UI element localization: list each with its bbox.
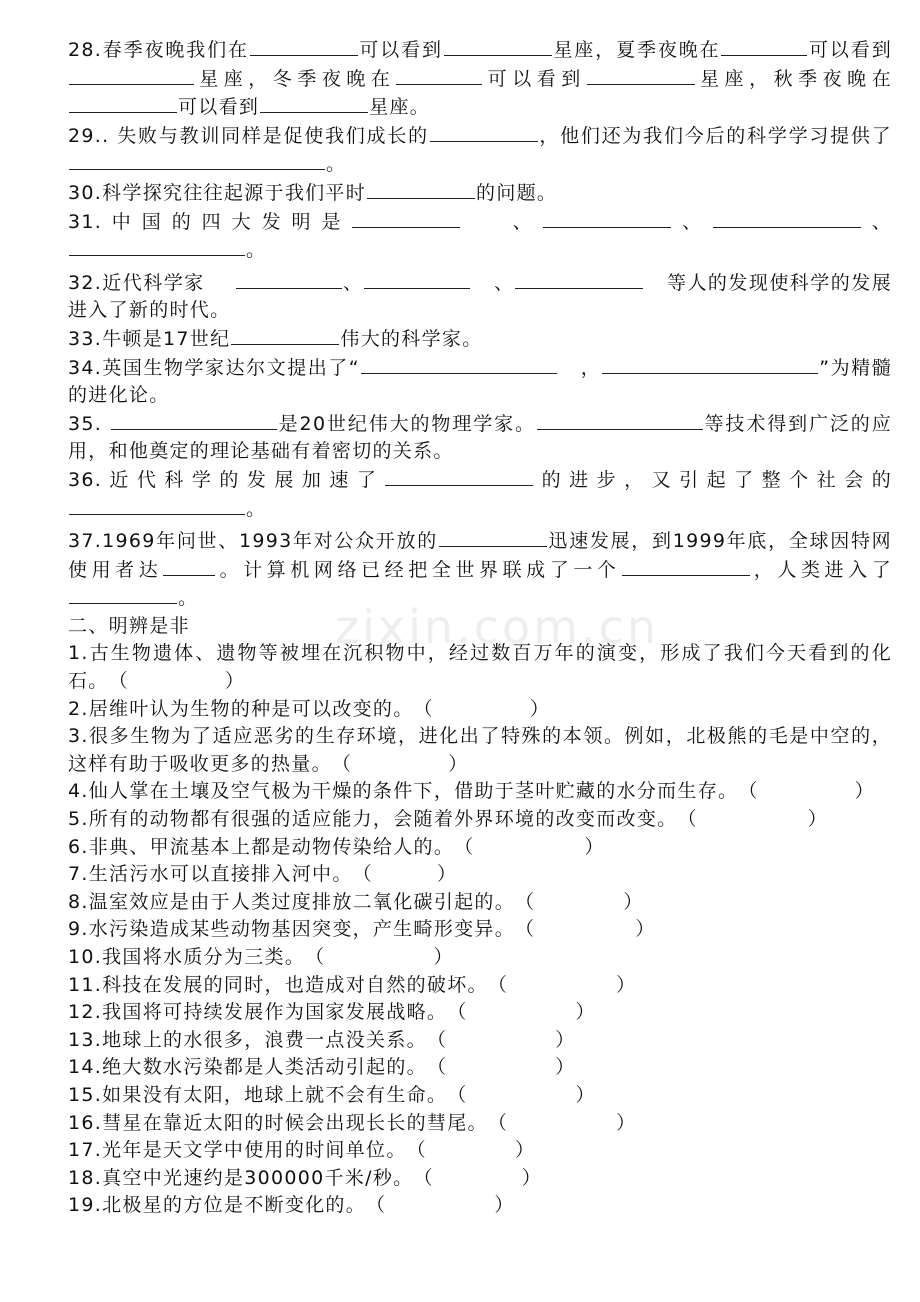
answer-blank[interactable]	[515, 269, 643, 289]
tf-item	[68, 1027, 892, 1055]
tf-item	[68, 1054, 892, 1082]
tf-item-number: 7.	[68, 863, 89, 886]
watermark: zixin.com.cn	[335, 600, 660, 654]
tf-item-text: 科技在发展的同时，也造成对自然的破坏。	[102, 973, 488, 996]
answer-blank[interactable]	[69, 584, 177, 604]
tf-item-number: 18.	[68, 1166, 103, 1189]
tf-item	[68, 696, 892, 724]
answer-blank[interactable]	[602, 354, 818, 374]
answer-paren[interactable]: （ ）	[426, 1056, 576, 1079]
tf-item-number: 6.	[68, 835, 89, 858]
answer-blank[interactable]	[543, 208, 671, 228]
answer-blank[interactable]	[430, 122, 538, 142]
tf-item-text: 光年是天文学中使用的时间单位。	[102, 1139, 407, 1162]
answer-blank[interactable]	[367, 179, 475, 199]
question-30: 30.科学探究往往起源于我们平时 的问题。	[68, 179, 892, 208]
answer-paren[interactable]: （ ）	[406, 1139, 536, 1162]
answer-blank[interactable]	[622, 556, 750, 576]
answer-blank[interactable]	[260, 93, 368, 113]
question-28: 28.春季夜晚我们在 可以看到 星座，夏季夜晚在 可以看到星座，冬季夜晚在 可以看到 星座，秋季夜晚在可以看到 星座。	[68, 36, 892, 122]
answer-paren[interactable]: （ ）	[515, 918, 656, 941]
answer-blank[interactable]	[396, 65, 482, 85]
tf-item-text: 我国将可持续发展作为国家发展战略。	[102, 1001, 448, 1024]
question-34: 34.英国生物学家达尔文提出了“ ， ”为精髓的进化论。	[68, 354, 892, 410]
tf-item	[68, 1110, 892, 1138]
tf-item-number: 12.	[68, 1001, 103, 1024]
tf-item-text: 我国将水质分为三类。	[102, 946, 306, 968]
tf-item	[68, 1137, 892, 1165]
answer-blank[interactable]	[721, 36, 807, 56]
tf-item	[68, 1192, 892, 1220]
answer-blank[interactable]	[236, 269, 342, 289]
question-32: 32.近代科学家 、 、 等人的发现使科学的发展进入了新的时代。	[68, 269, 892, 325]
tf-item-text: 仙人掌在土壤及空气极为干燥的条件下，借助于茎叶贮藏的水分而生存。	[88, 780, 739, 803]
answer-paren[interactable]: （ ）	[677, 808, 829, 831]
worksheet-page	[68, 36, 892, 1220]
tf-item-number: 1.	[68, 642, 89, 665]
tf-item-number: 8.	[68, 890, 89, 913]
answer-paren[interactable]: （ ）	[108, 670, 246, 693]
tf-item-number: 9.	[68, 918, 89, 941]
answer-blank[interactable]	[439, 527, 547, 547]
answer-paren[interactable]: （ ）	[487, 1111, 637, 1134]
answer-paren[interactable]: （ ）	[352, 863, 458, 886]
answer-blank[interactable]	[69, 495, 245, 515]
question-29: 29.. 失败与教训同样是促使我们成长的 ，他们还为我们今后的科学学习提供了。	[68, 122, 892, 179]
answer-blank[interactable]	[69, 150, 325, 170]
tf-item-number: 17.	[68, 1139, 103, 1162]
answer-blank[interactable]	[713, 208, 861, 228]
answer-paren[interactable]: （ ）	[331, 752, 469, 775]
true-false-list	[68, 640, 892, 1219]
question-33: 33.牛顿是17世纪 伟大的科学家。	[68, 325, 892, 354]
answer-blank[interactable]	[111, 410, 277, 430]
tf-item-text: 真空中光速约是300000千米/秒。	[102, 1166, 414, 1189]
answer-paren[interactable]: （ ）	[447, 1083, 596, 1106]
tf-item-text: 彗星在靠近太阳的时候会出现长长的彗尾。	[102, 1111, 488, 1134]
tf-item-text: 北极星的方位是不断变化的。	[102, 1194, 367, 1217]
tf-item-text: 绝大数水污染都是人类活动引起的。	[102, 1056, 427, 1079]
tf-item-text: 温室效应是由于人类过度排放二氧化碳引起的。	[88, 890, 516, 913]
tf-item-text: 所有的动物都有很强的适应能力，会随着外界环境的改变而改变。	[88, 808, 678, 831]
tf-item-text: 很多生物为了适应恶劣的生存环境，进化出了特殊的本领。例如，北极熊的毛是中空的，这样有助于吸收更多的热量。	[68, 725, 892, 775]
answer-paren[interactable]: （ ）	[305, 946, 454, 968]
tf-item	[68, 834, 892, 862]
tf-item	[68, 916, 892, 944]
tf-item	[68, 723, 892, 778]
answer-paren[interactable]: （ ）	[487, 973, 637, 996]
answer-blank[interactable]	[231, 325, 339, 345]
tf-item	[68, 1082, 892, 1110]
answer-blank[interactable]	[587, 65, 695, 85]
tf-item-number: 2.	[68, 697, 89, 720]
question-37: 37.1969年问世、1993年对公众开放的 迅速发展，到1999年底，全球因特网使用者达 。计算机网络已经把全世界联成了一个 ，人类进入了。	[68, 527, 892, 613]
tf-item	[68, 861, 892, 889]
tf-item	[68, 806, 892, 834]
tf-item-text: 非典、甲流基本上都是动物传染给人的。	[88, 835, 455, 858]
tf-item-text: 居维叶认为生物的种是可以改变的。	[88, 697, 414, 720]
tf-item	[68, 640, 892, 695]
tf-item-number: 11.	[68, 973, 103, 996]
question-35: 35. 是20世纪伟大的物理学家。 等技术得到广泛的应用，和他奠定的理论基础有着密切的关系。	[68, 410, 892, 466]
tf-item-number: 19.	[68, 1194, 103, 1217]
answer-paren[interactable]: （ ）	[426, 1028, 576, 1051]
tf-item-number: 15.	[68, 1083, 103, 1106]
answer-paren[interactable]: （ ）	[738, 780, 875, 803]
answer-blank[interactable]	[69, 236, 245, 256]
tf-item-text: 古生物遗体、遗物等被埋在沉积物中，经过数百万年的演变，形成了我们今天看到的化石。	[68, 642, 892, 693]
tf-item	[68, 972, 892, 1000]
answer-paren[interactable]: （ ）	[454, 835, 605, 858]
answer-paren[interactable]: （ ）	[515, 890, 644, 913]
answer-blank[interactable]	[537, 410, 703, 430]
tf-item	[68, 778, 892, 806]
answer-paren[interactable]: （ ）	[366, 1194, 515, 1217]
answer-blank[interactable]	[385, 466, 533, 486]
answer-blank[interactable]	[444, 36, 552, 56]
tf-item	[68, 944, 892, 972]
tf-item	[68, 889, 892, 917]
tf-item-number: 10.	[68, 946, 103, 968]
tf-item-number: 16.	[68, 1111, 103, 1134]
answer-blank[interactable]	[163, 556, 215, 576]
answer-paren[interactable]: （ ）	[413, 1166, 543, 1189]
tf-item	[68, 1165, 892, 1193]
tf-item-text: 水污染造成某些动物基因突变，产生畸形变异。	[88, 918, 516, 941]
answer-blank[interactable]	[361, 354, 557, 374]
tf-item-number: 4.	[68, 780, 89, 803]
answer-paren[interactable]: （ ）	[447, 1001, 596, 1024]
tf-item-number: 14.	[68, 1056, 103, 1079]
tf-item-number: 5.	[68, 808, 89, 831]
tf-item	[68, 999, 892, 1027]
answer-blank[interactable]	[69, 65, 194, 85]
tf-item-text: 如果没有太阳，地球上就不会有生命。	[102, 1083, 448, 1106]
answer-blank[interactable]	[250, 36, 358, 56]
tf-item-text: 生活污水可以直接排入河中。	[88, 863, 353, 886]
question-31: 31.中国的四大发明是 、 、 、。	[68, 208, 892, 265]
tf-item-number: 13.	[68, 1028, 103, 1051]
tf-item-text: 地球上的水很多，浪费一点没关系。	[102, 1028, 427, 1051]
answer-blank[interactable]	[69, 93, 177, 113]
answer-blank[interactable]	[352, 208, 460, 228]
answer-blank[interactable]	[364, 269, 470, 289]
answer-paren[interactable]: （ ）	[413, 697, 551, 720]
section-heading: 二、明辨是非	[68, 614, 190, 637]
question-36: 36.近代科学的发展加速了 的进步，又引起了整个社会的。	[68, 466, 892, 523]
tf-item-number: 3.	[68, 725, 89, 748]
